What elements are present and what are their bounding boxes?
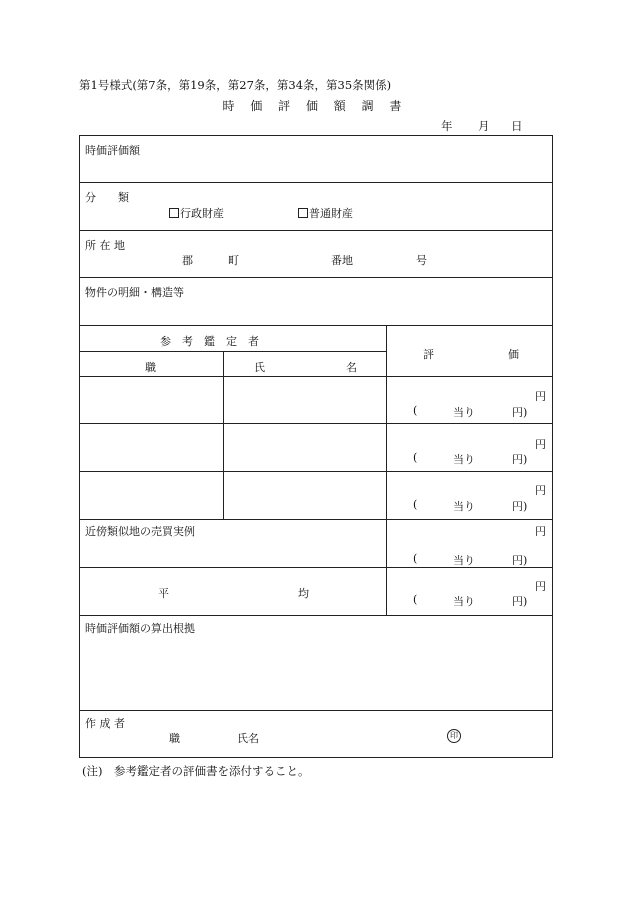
average-label-1: 平 — [158, 587, 169, 600]
valuation-label: 時価評価額 — [85, 144, 140, 157]
category-field — [80, 183, 553, 231]
paren-open: ( — [413, 404, 418, 417]
yen-label: 円 — [535, 390, 547, 403]
basis-label: 時価評価額の算出根拠 — [85, 622, 195, 635]
category-option-admin[interactable] — [169, 205, 224, 221]
property-detail-field[interactable] — [80, 278, 553, 326]
checkbox-icon[interactable] — [169, 208, 179, 218]
yen-label: 円 — [535, 484, 547, 497]
seal-mark: 印 — [447, 729, 461, 743]
yen-label: 円 — [535, 438, 547, 451]
date-year-label: 年 — [441, 119, 453, 133]
preparer-name: 氏名 — [237, 732, 259, 745]
location-machi: 町 — [228, 254, 239, 267]
name-header-2: 名 — [346, 361, 357, 374]
name-header-cell — [224, 352, 387, 377]
comparables-label: 近傍類似地の売買実例 — [85, 525, 195, 538]
category-option-general[interactable] — [298, 205, 353, 221]
preparer-position: 職 — [169, 732, 180, 745]
paren-open: ( — [413, 451, 418, 464]
average-label-2: 均 — [298, 587, 309, 600]
date-day-label: 日 — [511, 119, 523, 133]
evaluation-header-cell — [387, 326, 553, 377]
preparer-label: 作 成 者 — [85, 717, 125, 730]
per-unit-label: 当り — [453, 554, 475, 567]
name-header-1: 氏 — [254, 361, 265, 374]
appraiser-2-evaluation[interactable] — [387, 424, 553, 472]
appraiser-2-name[interactable] — [224, 424, 387, 472]
per-unit-label: 当り — [453, 406, 475, 419]
yen-close: 円) — [512, 500, 528, 513]
evaluation-header-2: 価 — [508, 348, 519, 361]
yen-close: 円) — [512, 406, 528, 419]
valuation-form — [79, 135, 553, 758]
appraiser-3-evaluation[interactable] — [387, 472, 553, 520]
comparables-field[interactable] — [80, 520, 387, 568]
location-go: 号 — [416, 254, 427, 267]
evaluation-header-1: 評 — [423, 348, 434, 361]
paren-open: ( — [413, 552, 418, 565]
appraiser-1-position[interactable] — [80, 377, 224, 424]
paren-open: ( — [413, 498, 418, 511]
category-label: 分 類 — [85, 191, 129, 204]
location-label: 所 在 地 — [85, 239, 125, 252]
category-option-general-label: 普通財産 — [309, 207, 353, 220]
location-banchi: 番地 — [331, 254, 353, 267]
yen-label: 円 — [535, 525, 547, 538]
appraiser-3-name[interactable] — [224, 472, 387, 520]
position-header-cell — [80, 352, 224, 377]
paren-open: ( — [413, 593, 418, 606]
yen-label: 円 — [535, 580, 547, 593]
per-unit-label: 当り — [453, 453, 475, 466]
valuation-field[interactable] — [80, 136, 553, 183]
category-option-admin-label: 行政財産 — [180, 207, 224, 220]
per-unit-label: 当り — [453, 500, 475, 513]
checkbox-icon[interactable] — [298, 208, 308, 218]
footnote: (注) 参考鑑定者の評価書を添付すること。 — [82, 764, 310, 778]
property-label: 物件の明細・構造等 — [85, 286, 184, 299]
yen-close: 円) — [512, 595, 528, 608]
location-field[interactable] — [80, 231, 553, 278]
yen-close: 円) — [512, 554, 528, 567]
appraiser-2-position[interactable] — [80, 424, 224, 472]
appraiser-header-cell — [80, 326, 387, 352]
yen-close: 円) — [512, 453, 528, 466]
appraiser-3-position[interactable] — [80, 472, 224, 520]
location-gun: 郡 — [182, 254, 193, 267]
comparables-evaluation[interactable] — [387, 520, 553, 568]
document-title: 時 価 評 価 額 調 書 — [222, 99, 408, 113]
per-unit-label: 当り — [453, 595, 475, 608]
form-reference: 第1号様式(第7条，第19条，第27条，第34条，第35条関係) — [79, 78, 392, 92]
preparer-field[interactable] — [80, 711, 553, 758]
appraiser-header: 参 考 鑑 定 者 — [160, 335, 259, 348]
average-row — [80, 568, 387, 616]
date-month-label: 月 — [478, 119, 490, 133]
average-evaluation[interactable] — [387, 568, 553, 616]
appraiser-1-evaluation[interactable] — [387, 377, 553, 424]
seal-icon — [447, 728, 461, 743]
basis-field[interactable] — [80, 616, 553, 711]
position-header: 職 — [145, 361, 156, 374]
appraiser-1-name[interactable] — [224, 377, 387, 424]
